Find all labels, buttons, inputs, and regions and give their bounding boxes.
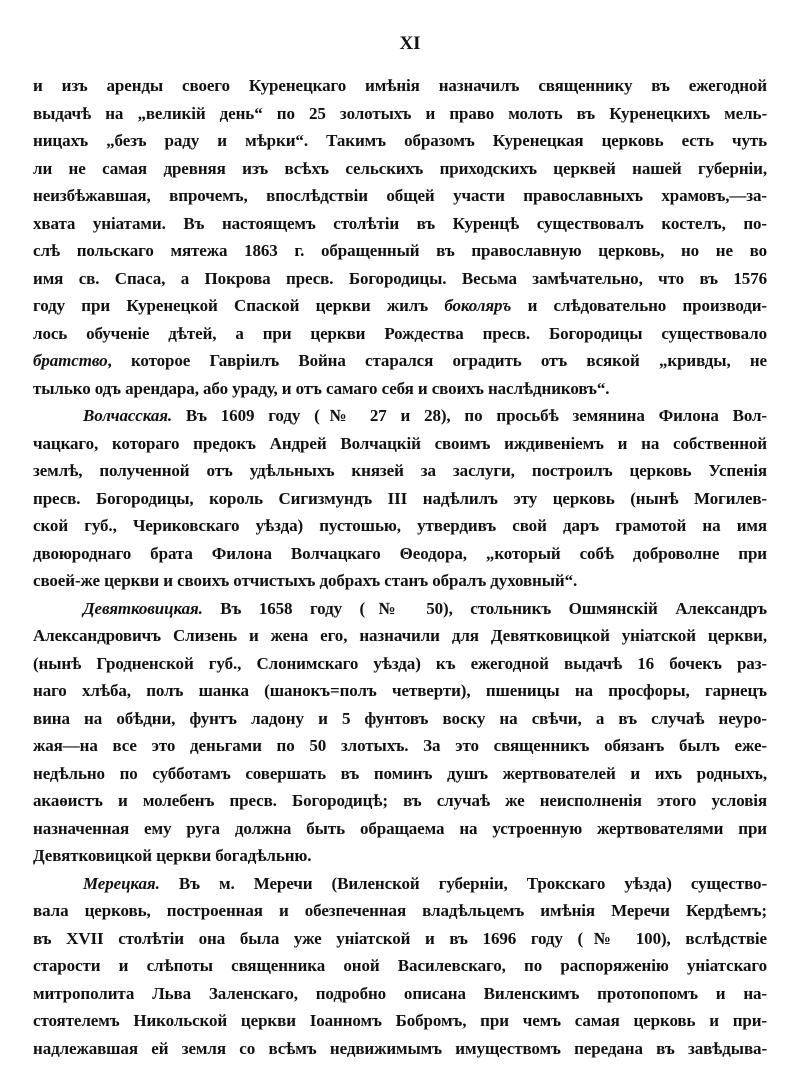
- text-line: [33, 760, 767, 788]
- text-line: [33, 870, 767, 898]
- text-run: жая—на все это деньгами по 50 злотыхъ. За это священникъ обязанъ былъ еже-: [33, 736, 767, 755]
- text-line: [33, 512, 767, 540]
- text-run: акаѳистъ и молебенъ пресв. Богородицѣ; въ случаѣ же неисполненія этого условія: [33, 791, 767, 810]
- text-run: надлежавшая ей земля со всѣмъ недвижимымъ имуществомъ передана въ завѣдыва-: [33, 1038, 767, 1058]
- text-run: хвата уніатами. Въ настоящемъ столѣтіи въ Куренцѣ существовалъ костелъ, по-: [33, 213, 767, 233]
- text-run: митрополита Льва Заленскаго, подробно описана Виленскимъ протопопомъ и на-: [33, 983, 767, 1003]
- text-run: Въ 1609 году (№ 27 и 28), по просьбѣ земянина Филона Вол-: [172, 406, 767, 425]
- text-run: тылько одъ арендара, або ураду, и отъ самаго себя и своихъ наслѣдниковъ“.: [33, 378, 610, 398]
- text-line: [33, 1007, 767, 1035]
- text-run: вина на обѣдни, фунтъ ладону и 5 фунтовъ воску на свѣчи, а въ случаѣ неуро-: [33, 708, 767, 728]
- text-run: и слѣдовательно производи-: [511, 296, 767, 315]
- text-run: Въ 1658 году (№ 50), стольникъ Ошмянскій Александръ: [202, 598, 767, 618]
- text-run: стоятелемъ Никольской церкви Іоанномъ Бобромъ, при чемъ самая церковь и при-: [33, 1011, 767, 1030]
- text-run: недѣльно по субботамъ совершать въ поминъ душъ жертвователей и ихъ родныхъ,: [33, 763, 767, 783]
- italic-term: братство: [33, 351, 108, 370]
- text-line: [33, 72, 767, 100]
- text-run: Александровичъ Слизень и жена его, назначили для Девятковицкой уніатской церкви,: [33, 626, 767, 645]
- text-line: [33, 980, 767, 1008]
- text-line: [33, 485, 767, 513]
- text-line: [33, 127, 767, 155]
- text-line: [33, 375, 767, 403]
- text-line: [33, 100, 767, 128]
- text-run: Въ м. Меречи (Виленской губерніи, Трокскаго уѣзда) существо-: [159, 873, 767, 893]
- text-line: [33, 265, 767, 293]
- text-run: ской губ., Чериковскаго уѣзда) пустошью, утвердивъ свой даръ грамотой на имя: [33, 516, 767, 535]
- text-line: [33, 540, 767, 568]
- text-run: пресв. Богородицы, король Сигизмундъ III надѣлилъ эту церковь (нынѣ Могилев-: [33, 488, 767, 508]
- text-run: своей-же церкви и своихъ отчистыхъ добрахъ станъ обралъ духовный“.: [33, 571, 578, 590]
- text-line: [33, 622, 767, 650]
- text-line: [33, 320, 767, 348]
- italic-term: Волчасская.: [83, 406, 173, 425]
- text-run: году при Куренецкой Спаской церкви жилъ: [33, 296, 445, 315]
- italic-term: Мерецкая.: [83, 873, 160, 893]
- document-body: [33, 72, 767, 1062]
- text-line: [33, 787, 767, 815]
- text-line: [33, 925, 767, 953]
- text-line: [33, 457, 767, 485]
- text-run: имя св. Спаса, а Покрова пресв. Богородицы. Весьма замѣчательно, что въ 1576: [33, 268, 767, 288]
- text-run: въ XVII столѣтіи она была уже уніатской и въ 1696 году (№ 100), вслѣдствіе: [33, 928, 767, 948]
- text-line: [33, 815, 767, 843]
- text-line: [33, 952, 767, 980]
- text-run: , которое Гавріилъ Война старался оградить отъ всякой „кривды, не: [107, 351, 767, 370]
- text-run: старости и слѣпоты священника оной Василевскаго, по распоряженію уніатскаго: [33, 956, 767, 975]
- text-line: [33, 155, 767, 183]
- text-run: землѣ, полученной отъ удѣльныхъ князей за заслуги, построилъ церковь Успенія: [33, 461, 767, 480]
- text-run: назначенная ему руга должна быть обращаема на устроенную жертвователями при: [33, 818, 767, 838]
- text-line: [33, 732, 767, 760]
- text-line: [33, 705, 767, 733]
- text-run: неизбѣжавшая, впрочемъ, впослѣдствіи общей участи православныхъ храмовъ,—за-: [33, 186, 767, 205]
- text-run: выдачѣ на „великій день“ по 25 золотыхъ и право молоть въ Куренецкихъ мель-: [33, 103, 767, 123]
- text-line: [33, 1035, 767, 1063]
- text-line: [33, 567, 767, 595]
- text-line: [33, 402, 767, 430]
- text-line: [33, 292, 767, 320]
- text-run: и изъ аренды своего Куренецкаго имѣнія назначилъ священнику въ ежегодной: [33, 76, 767, 95]
- text-line: [33, 347, 767, 375]
- text-line: [33, 430, 767, 458]
- text-line: [33, 677, 767, 705]
- italic-term: Девятковицкая.: [83, 598, 203, 618]
- text-run: наго хлѣба, полъ шанка (шанокъ=полъ четверти), пшеницы на просфоры, гарнецъ: [33, 681, 767, 700]
- text-run: чацкаго, котораго предокъ Андрей Волчацкій своимъ иждивеніемъ и на собственной: [33, 433, 767, 453]
- text-run: Девятковицкой церкви богадѣльню.: [33, 846, 312, 865]
- text-line: [33, 182, 767, 210]
- page-number: XI: [399, 33, 421, 54]
- text-line: [33, 237, 767, 265]
- text-run: (нынѣ Гродненской губ., Слонимскаго уѣзда) къ ежегодной выдачѣ 16 бочекъ раз-: [33, 653, 767, 673]
- text-line: [33, 210, 767, 238]
- text-run: вала церковь, построенная и обезпеченная владѣльцемъ имѣнія Меречи Кердѣемъ;: [33, 901, 767, 920]
- italic-term: боколяръ: [444, 296, 512, 315]
- text-run: ницахъ „безъ раду и мѣрки“. Такимъ образомъ Куренецкая церковь есть чуть: [33, 131, 767, 150]
- text-line: [33, 842, 767, 870]
- text-run: ли не самая древняя изъ всѣхъ сельскихъ приходскихъ церквей нашей губерніи,: [33, 158, 767, 178]
- text-run: двоюроднаго брата Филона Волчацкаго Θеодора, „который собѣ доброволне при: [33, 543, 767, 563]
- text-run: лось обученіе дѣтей, а при церкви Рождества пресв. Богородицы существовало: [33, 323, 767, 343]
- text-line: [33, 595, 767, 623]
- text-line: [33, 650, 767, 678]
- text-run: слѣ польскаго мятежа 1863 г. обращенный въ православную церковь, но не во: [33, 241, 767, 260]
- text-line: [33, 897, 767, 925]
